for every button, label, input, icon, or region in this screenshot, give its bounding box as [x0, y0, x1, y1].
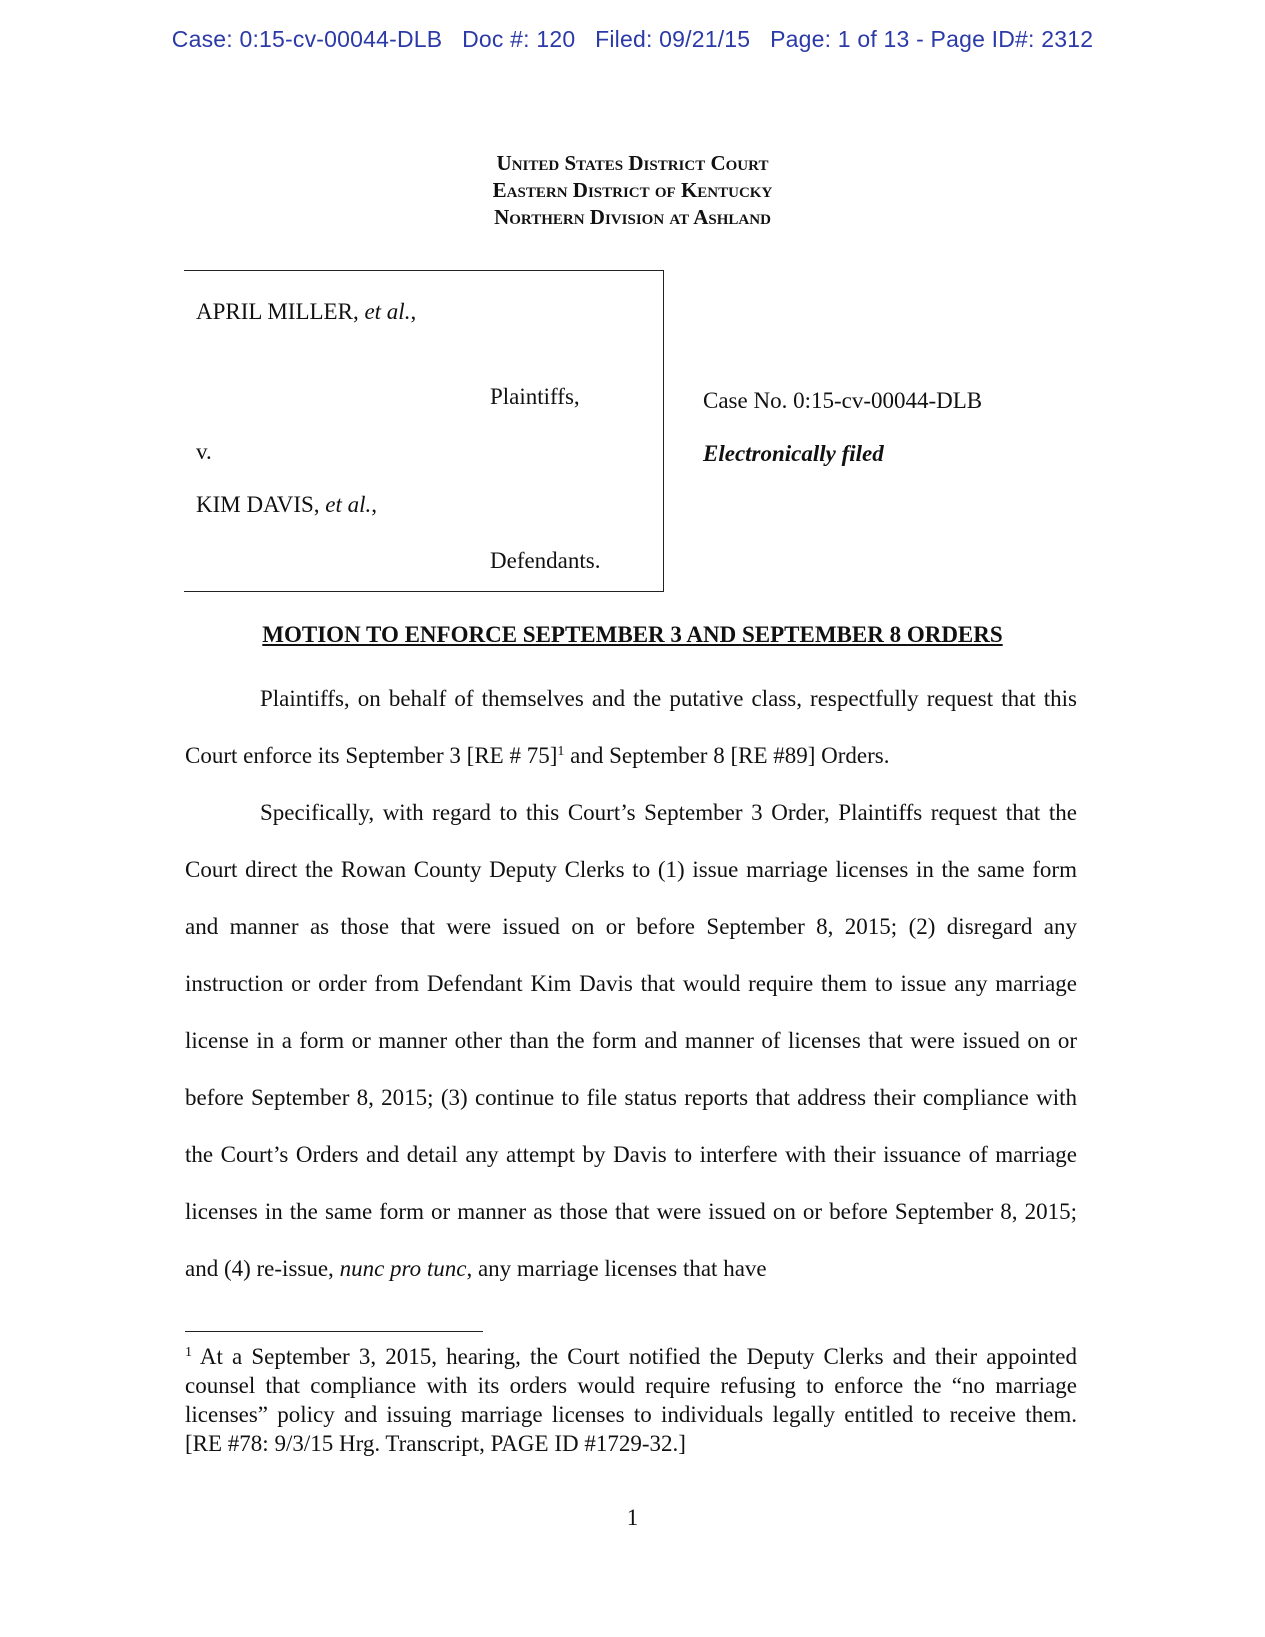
header-filed: Filed: 09/21/15 — [595, 26, 751, 52]
page-number: 1 — [626, 1505, 639, 1530]
header-doc: Doc #: 120 — [462, 26, 576, 52]
motion-body — [185, 670, 1077, 1297]
court-line-2: Eastern District of Kentucky — [492, 178, 773, 202]
footnote-text: At a September 3, 2015, hearing, the Court notified the Deputy Clerks and their appointed counsel that compliance with its orders would require refusing to enforce the “no marriage licenses” policy and issuing marriage licenses to individuals legally entitled to receive them. [RE #78: 9/3/15 Hrg. Transcript, PAGE ID #1729-32.] — [185, 1344, 1078, 1456]
header-page: Page: 1 of 13 - Page ID#: 2312 — [770, 26, 1094, 52]
case-number: Case No. 0:15-cv-00044-DLB — [703, 388, 983, 413]
footnote-divider — [185, 1331, 483, 1332]
plaintiff-et-al: et al. — [364, 299, 411, 324]
court-heading — [0, 150, 1265, 231]
footnote-1 — [185, 1342, 1077, 1458]
paragraph-2: Specifically, with regard to this Court’s September 3 Order, Plaintiffs request that the Court direct the Rowan County Deputy Clerks to (1) issue marriage licenses in the same form and manner as those that were issued on or before September 8, 2015; (2) disregard any instruction or order from Defendant Kim Davis that would require them to issue any marriage license in a form or manner other than the form and manner of licenses that were issued on or before September 8, 2015; (3) continue to file status reports that address their compliance with the Court’s Orders and detail any attempt by Davis to interfere with their issuance of marriage licenses in the same form or manner as those that were issued on or before September 8, 2015; and (4) re-issue, nunc pro tunc, any marriage licenses that have — [185, 800, 1077, 1281]
header-case: Case: 0:15-cv-00044-DLB — [171, 26, 443, 52]
plaintiffs-label: Plaintiffs, — [490, 384, 580, 409]
defendants-label: Defendants. — [490, 548, 601, 573]
paragraph-1: Plaintiffs, on behalf of themselves and the putative class, respectfully request that this Court enforce its September 3 [RE # 75]$^1$ and September 8 [RE #89] Orders. — [185, 686, 1077, 768]
plaintiff-name: APRIL MILLER, et al., — [196, 299, 417, 324]
electronically-filed-note: Electronically filed — [703, 441, 884, 466]
motion-title: MOTION TO ENFORCE SEPTEMBER 3 AND SEPTEMBER 8 ORDERS — [262, 622, 1003, 647]
footnote-marker: 1 — [185, 1345, 192, 1360]
footnote-ref: 1 — [557, 744, 565, 759]
court-line-3: Northern Division at Ashland — [494, 205, 771, 229]
court-line-1: United States District Court — [496, 151, 769, 175]
defendant-name: KIM DAVIS, et al., — [196, 492, 378, 517]
versus-label: v. — [196, 439, 212, 464]
defendant-et-al: et al. — [325, 492, 372, 517]
ecf-header-stamp — [0, 26, 1265, 53]
